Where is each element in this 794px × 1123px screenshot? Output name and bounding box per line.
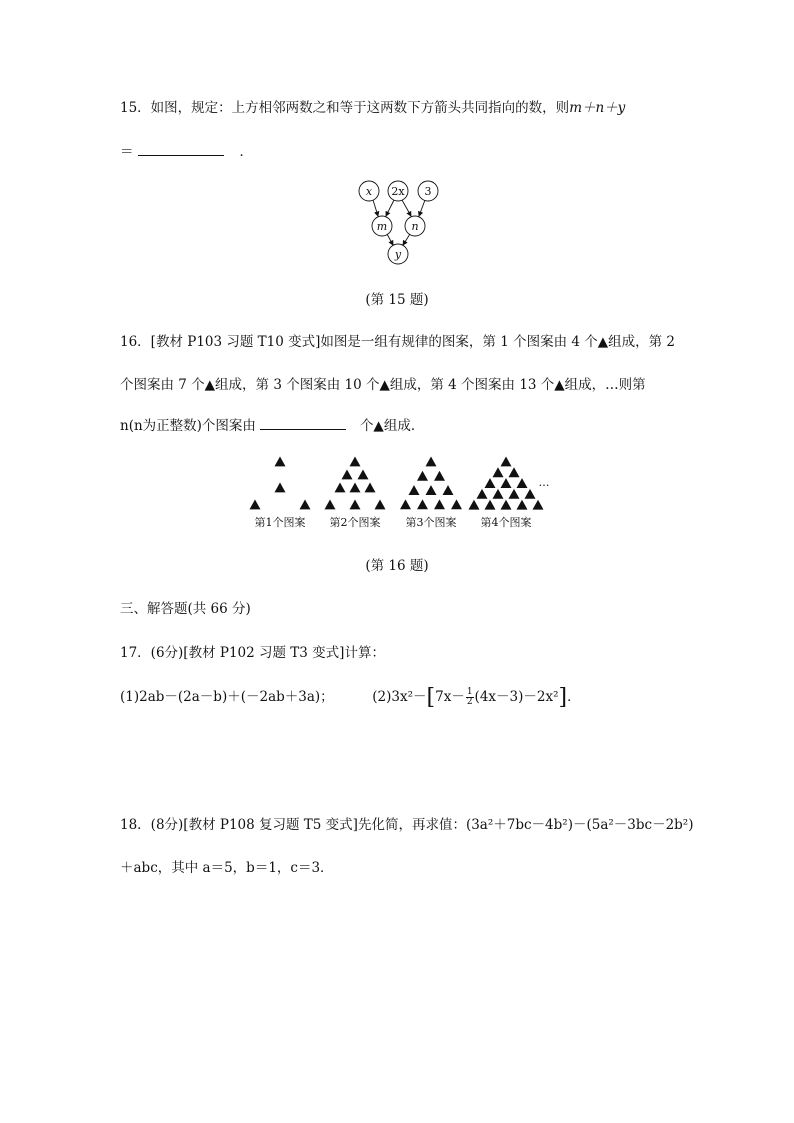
node-3-label: 3: [424, 185, 432, 198]
pattern-4-triangle: [509, 489, 520, 499]
q16-line3-suffix: 个▲组成．: [359, 418, 425, 434]
q15-equals: ＝: [120, 144, 134, 160]
q17-part2-inner: 7x－: [435, 689, 465, 705]
pattern-4-triangle: [517, 500, 528, 510]
pattern-2-triangle: [365, 483, 376, 493]
q17-part2-prefix: (2)3x²－: [372, 689, 427, 705]
pattern-4-triangle: [493, 489, 504, 499]
pattern-2-label: 第2个图案: [329, 516, 381, 529]
q16-line2: 个图案由 7 个▲组成，第 3 个图案由 10 个▲组成，第 4 个图案由 13 个▲组成，…则第: [120, 377, 646, 393]
pattern-3-triangle: [400, 499, 411, 509]
pattern-4-triangle: [485, 500, 496, 510]
arrow-n-y: [403, 234, 410, 245]
q17-stem: 17．(6分)[教材 P102 习题 T3 变式]计算：: [120, 645, 385, 661]
pattern-2-triangle: [350, 500, 361, 510]
pattern-3-triangle: [434, 471, 445, 481]
q16-line3: [120, 414, 424, 434]
pattern-4-triangle: [469, 500, 480, 510]
pattern-4-triangle: [501, 457, 512, 467]
pattern-4-triangle: [493, 467, 504, 477]
q15-line2: [120, 140, 253, 160]
node-n-label: n: [411, 220, 419, 233]
pattern-2-triangle: [350, 457, 361, 467]
pattern-3-label: 第3个图案: [405, 516, 457, 529]
q18-line1: 18．(8分)[教材 P108 复习题 T5 变式]先化简，再求值：(3a²＋7bc－4b²)－(5a²－3bc－2b²): [120, 817, 694, 833]
pattern-2-triangle: [325, 500, 336, 510]
pattern-1-triangle: [300, 500, 311, 510]
q17-fraction: [466, 688, 474, 707]
node-x-label: x: [365, 185, 373, 198]
pattern-3-triangle: [443, 485, 454, 495]
section-heading: 三、解答题(共 66 分): [120, 601, 251, 617]
pattern-3-triangle: [426, 485, 437, 495]
pattern-3-triangle: [417, 471, 428, 481]
pattern-1-triangle: [275, 457, 286, 467]
q17-part2-end: ．: [567, 689, 581, 705]
pattern-2-triangle: [350, 483, 361, 493]
answer-blank-16: [260, 417, 346, 430]
pattern-3-triangle: [426, 457, 437, 467]
q16-patterns: [240, 450, 560, 535]
q18-line2: ＋abc，其中 a＝5，b＝1，c＝3．: [120, 860, 334, 876]
q15-caption: (第 15 题): [365, 292, 429, 308]
q15-diagram: [345, 175, 455, 270]
answer-blank-15: [138, 143, 224, 156]
pattern-4-label: 第4个图案: [480, 516, 532, 529]
node-2x-label: 2x: [391, 185, 405, 198]
q17-bracket-left: [: [426, 685, 436, 710]
pattern-4-triangle: [485, 478, 496, 488]
pattern-3-triangle: [451, 499, 462, 509]
q16-line1: 16．[教材 P103 习题 T10 变式]如图是一组有规律的图案，第 1 个图案由 4 个▲组成，第 2: [120, 334, 676, 350]
pattern-2-triangle: [358, 470, 369, 480]
arrow-3-n: [419, 200, 425, 216]
pattern-4-triangle: [501, 478, 512, 488]
pattern-1-triangle: [275, 483, 286, 493]
pattern-3-triangle: [417, 499, 428, 509]
pattern-3-triangle: [434, 499, 445, 509]
pattern-1-label: 第1个图案: [254, 516, 306, 529]
pattern-4-triangle: [533, 500, 544, 510]
pattern-4-triangle: [501, 500, 512, 510]
q17-frac-num: 1: [466, 687, 473, 697]
node-y-label: y: [394, 248, 402, 261]
arrow-2x-n: [402, 200, 411, 216]
pattern-4-triangle: [477, 489, 488, 499]
arrow-m-y: [387, 234, 393, 245]
pattern-ellipsis: …: [538, 476, 550, 489]
q15-math: m＋n＋y: [569, 100, 626, 116]
q17-parts: [120, 682, 581, 710]
q17-part1: (1)2ab－(2a－b)＋(－2ab＋3a)；: [120, 689, 334, 705]
q17-frac-den: 2: [466, 697, 473, 707]
q16-line3-prefix: n(n为正整数)个图案由: [120, 418, 256, 434]
arrow-x-m: [373, 200, 378, 216]
q15-period: ．: [239, 144, 253, 160]
q16-caption: (第 16 题): [365, 558, 429, 574]
q17-part2-rest: (4x－3)－2x²: [474, 689, 559, 705]
pattern-2-triangle: [375, 500, 386, 510]
pattern-3-triangle: [409, 485, 420, 495]
pattern-2-triangle: [342, 470, 353, 480]
pattern-1-triangle: [250, 500, 261, 510]
pattern-4-triangle: [525, 489, 536, 499]
q17-bracket-right: ]: [558, 685, 568, 710]
q15-line1: [120, 96, 625, 116]
pattern-4-triangle: [517, 478, 528, 488]
pattern-2-triangle: [335, 483, 346, 493]
pattern-4-triangle: [509, 467, 520, 477]
arrow-2x-m: [386, 200, 394, 216]
node-m-label: m: [376, 220, 388, 233]
q15-text: 15．如图，规定：上方相邻两数之和等于这两数下方箭头共同指向的数，则: [120, 100, 570, 116]
